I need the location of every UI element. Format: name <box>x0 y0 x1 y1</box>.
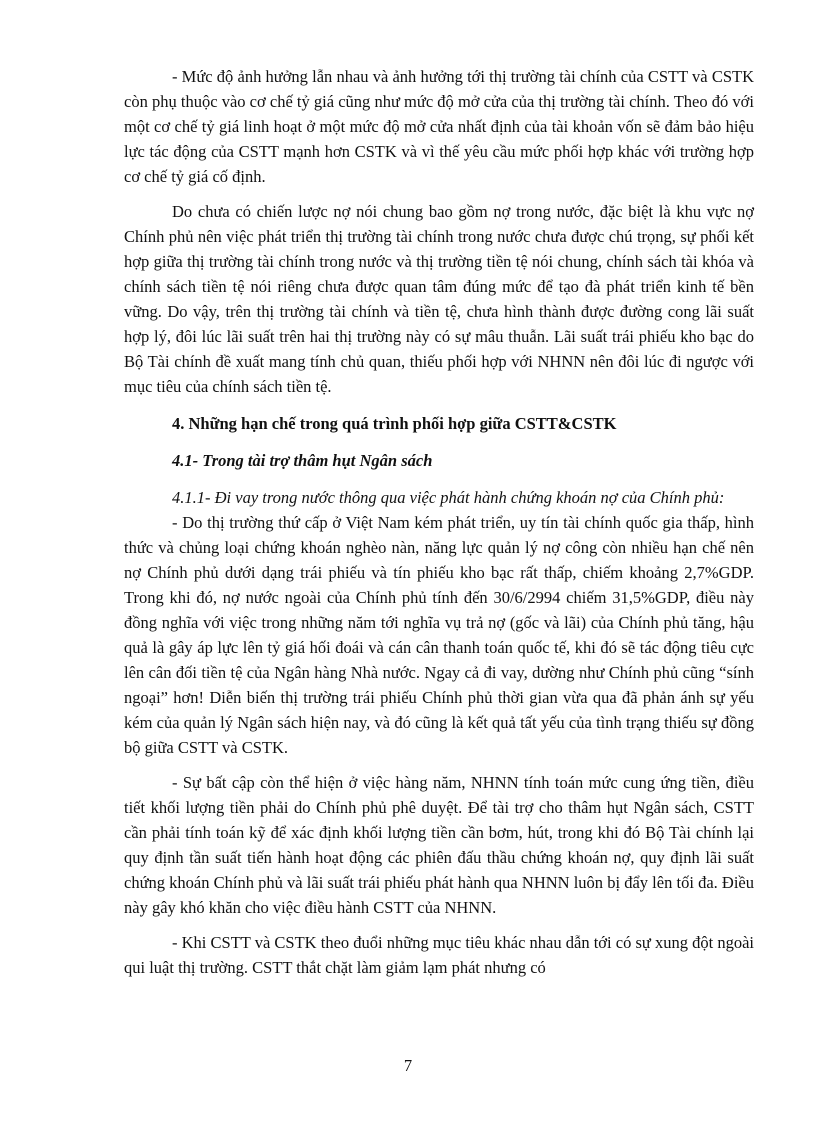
section-heading-4-1-1: 4.1.1- Đi vay trong nước thông qua việc phát hành chứng khoán nợ của Chính phủ: <box>172 488 725 507</box>
page-number: 7 <box>403 1056 413 1075</box>
paragraph-money-supply: - Sự bất cập còn thể hiện ở việc hàng năm, NHNN tính toán mức cung ứng tiền, điều tiết khối lượng tiền phải do Chính phủ phê duyệt. Để tài trợ cho thâm hụt Ngân sách, CSTT cần phải tính toán kỹ để xác định khối lượng tiền cần bơm, hút, trong khi đó Bộ Tài chính lại quy định tần suất tiến hành hoạt động các phiên đấu thầu chứng khoán nợ, quy định lãi suất chứng khoán Chính phủ và lãi suất trái phiếu phát hành qua NHNN luôn bị đẩy lên tối đa. Điều này gây khó khăn cho việc điều hành CSTT của NHNN. <box>124 773 754 917</box>
paragraph-exchange-rate: - Mức độ ảnh hưởng lẫn nhau và ảnh hưởng tới thị trường tài chính của CSTT và CSTK còn phụ thuộc vào cơ chế tỷ giá cũng như mức độ mở cửa của thị trường tài chính. Theo đó với một cơ chế tỷ giá linh hoạt ở một mức độ mở cửa nhất định của tài khoản vốn sẽ đảm bảo hiệu lực tác động của CSTT mạnh hơn CSTK và vì thế yêu cầu mức phối hợp khác với trường hợp cơ chế tỷ giá cố định. <box>124 67 754 186</box>
section-heading-4-1: 4.1- Trong tài trợ thâm hụt Ngân sách <box>172 451 433 470</box>
paragraph-policy-conflict: - Khi CSTT và CSTK theo đuổi những mục tiêu khác nhau dẫn tới có sự xung đột ngoài qui luật thị trường. CSTT thắt chặt làm giảm lạm phát nhưng có <box>124 933 754 977</box>
section-heading-4: 4. Những hạn chế trong quá trình phối hợp giữa CSTT&CSTK <box>172 414 617 433</box>
paragraph-debt-strategy: Do chưa có chiến lược nợ nói chung bao gồm nợ trong nước, đặc biệt là khu vực nợ Chính phủ nên việc phát triển thị trường tài chính trong nước chưa được chú trọng, sự phối kết hợp giữa thị trường tài chính trong nước và thị trường tiền tệ nói chung, chính sách tài khóa và chính sách tiền tệ nói riêng chưa được quan tâm đúng mức để tạo đà phát triển kinh tế bền vững. Do vậy, trên thị trường tài chính và tiền tệ, chưa hình thành được đường cong lãi suất hợp lý, đôi lúc lãi suất trên hai thị trường này có sự mâu thuẫn. Lãi suất trái phiếu kho bạc do Bộ Tài chính đề xuất mang tính chủ quan, thiếu phối hợp với NHNN nên đôi lúc đi ngược với mục tiêu của chính sách tiền tệ. <box>124 202 754 396</box>
paragraph-secondary-market: - Do thị trường thứ cấp ở Việt Nam kém phát triển, uy tín tài chính quốc gia thấp, hình thức và chủng loại chứng khoán nghèo nàn, năng lực quản lý nợ công còn nhiều hạn chế nên nợ Chính phủ dưới dạng trái phiếu và tín phiếu kho bạc rất thấp, chiếm khoảng 2,7%GDP. Trong khi đó, nợ nước ngoài của Chính phủ tính đến 30/6/2994 chiếm 31,5%GDP, điều này đồng nghĩa với việc trong những năm tới nghĩa vụ trả nợ (gốc và lãi) của Chính phủ tăng, hậu quả là gây áp lực lên tỷ giá hối đoái và cán cân thanh toán quốc tế, khi đó sẽ tác động tiêu cực lên cân đối tiền tệ của Ngân hàng Nhà nước. Ngay cả đi vay, dường như Chính phủ cũng “sính ngoại” hơn! Diễn biến thị trường trái phiếu Chính phủ thời gian vừa qua đã phản ánh sự yếu kém của quản lý Ngân sách hiện nay, và đó cũng là kết quả tất yếu của tình trạng thiếu sự đồng bộ giữa CSTT và CSTK. <box>124 513 754 757</box>
